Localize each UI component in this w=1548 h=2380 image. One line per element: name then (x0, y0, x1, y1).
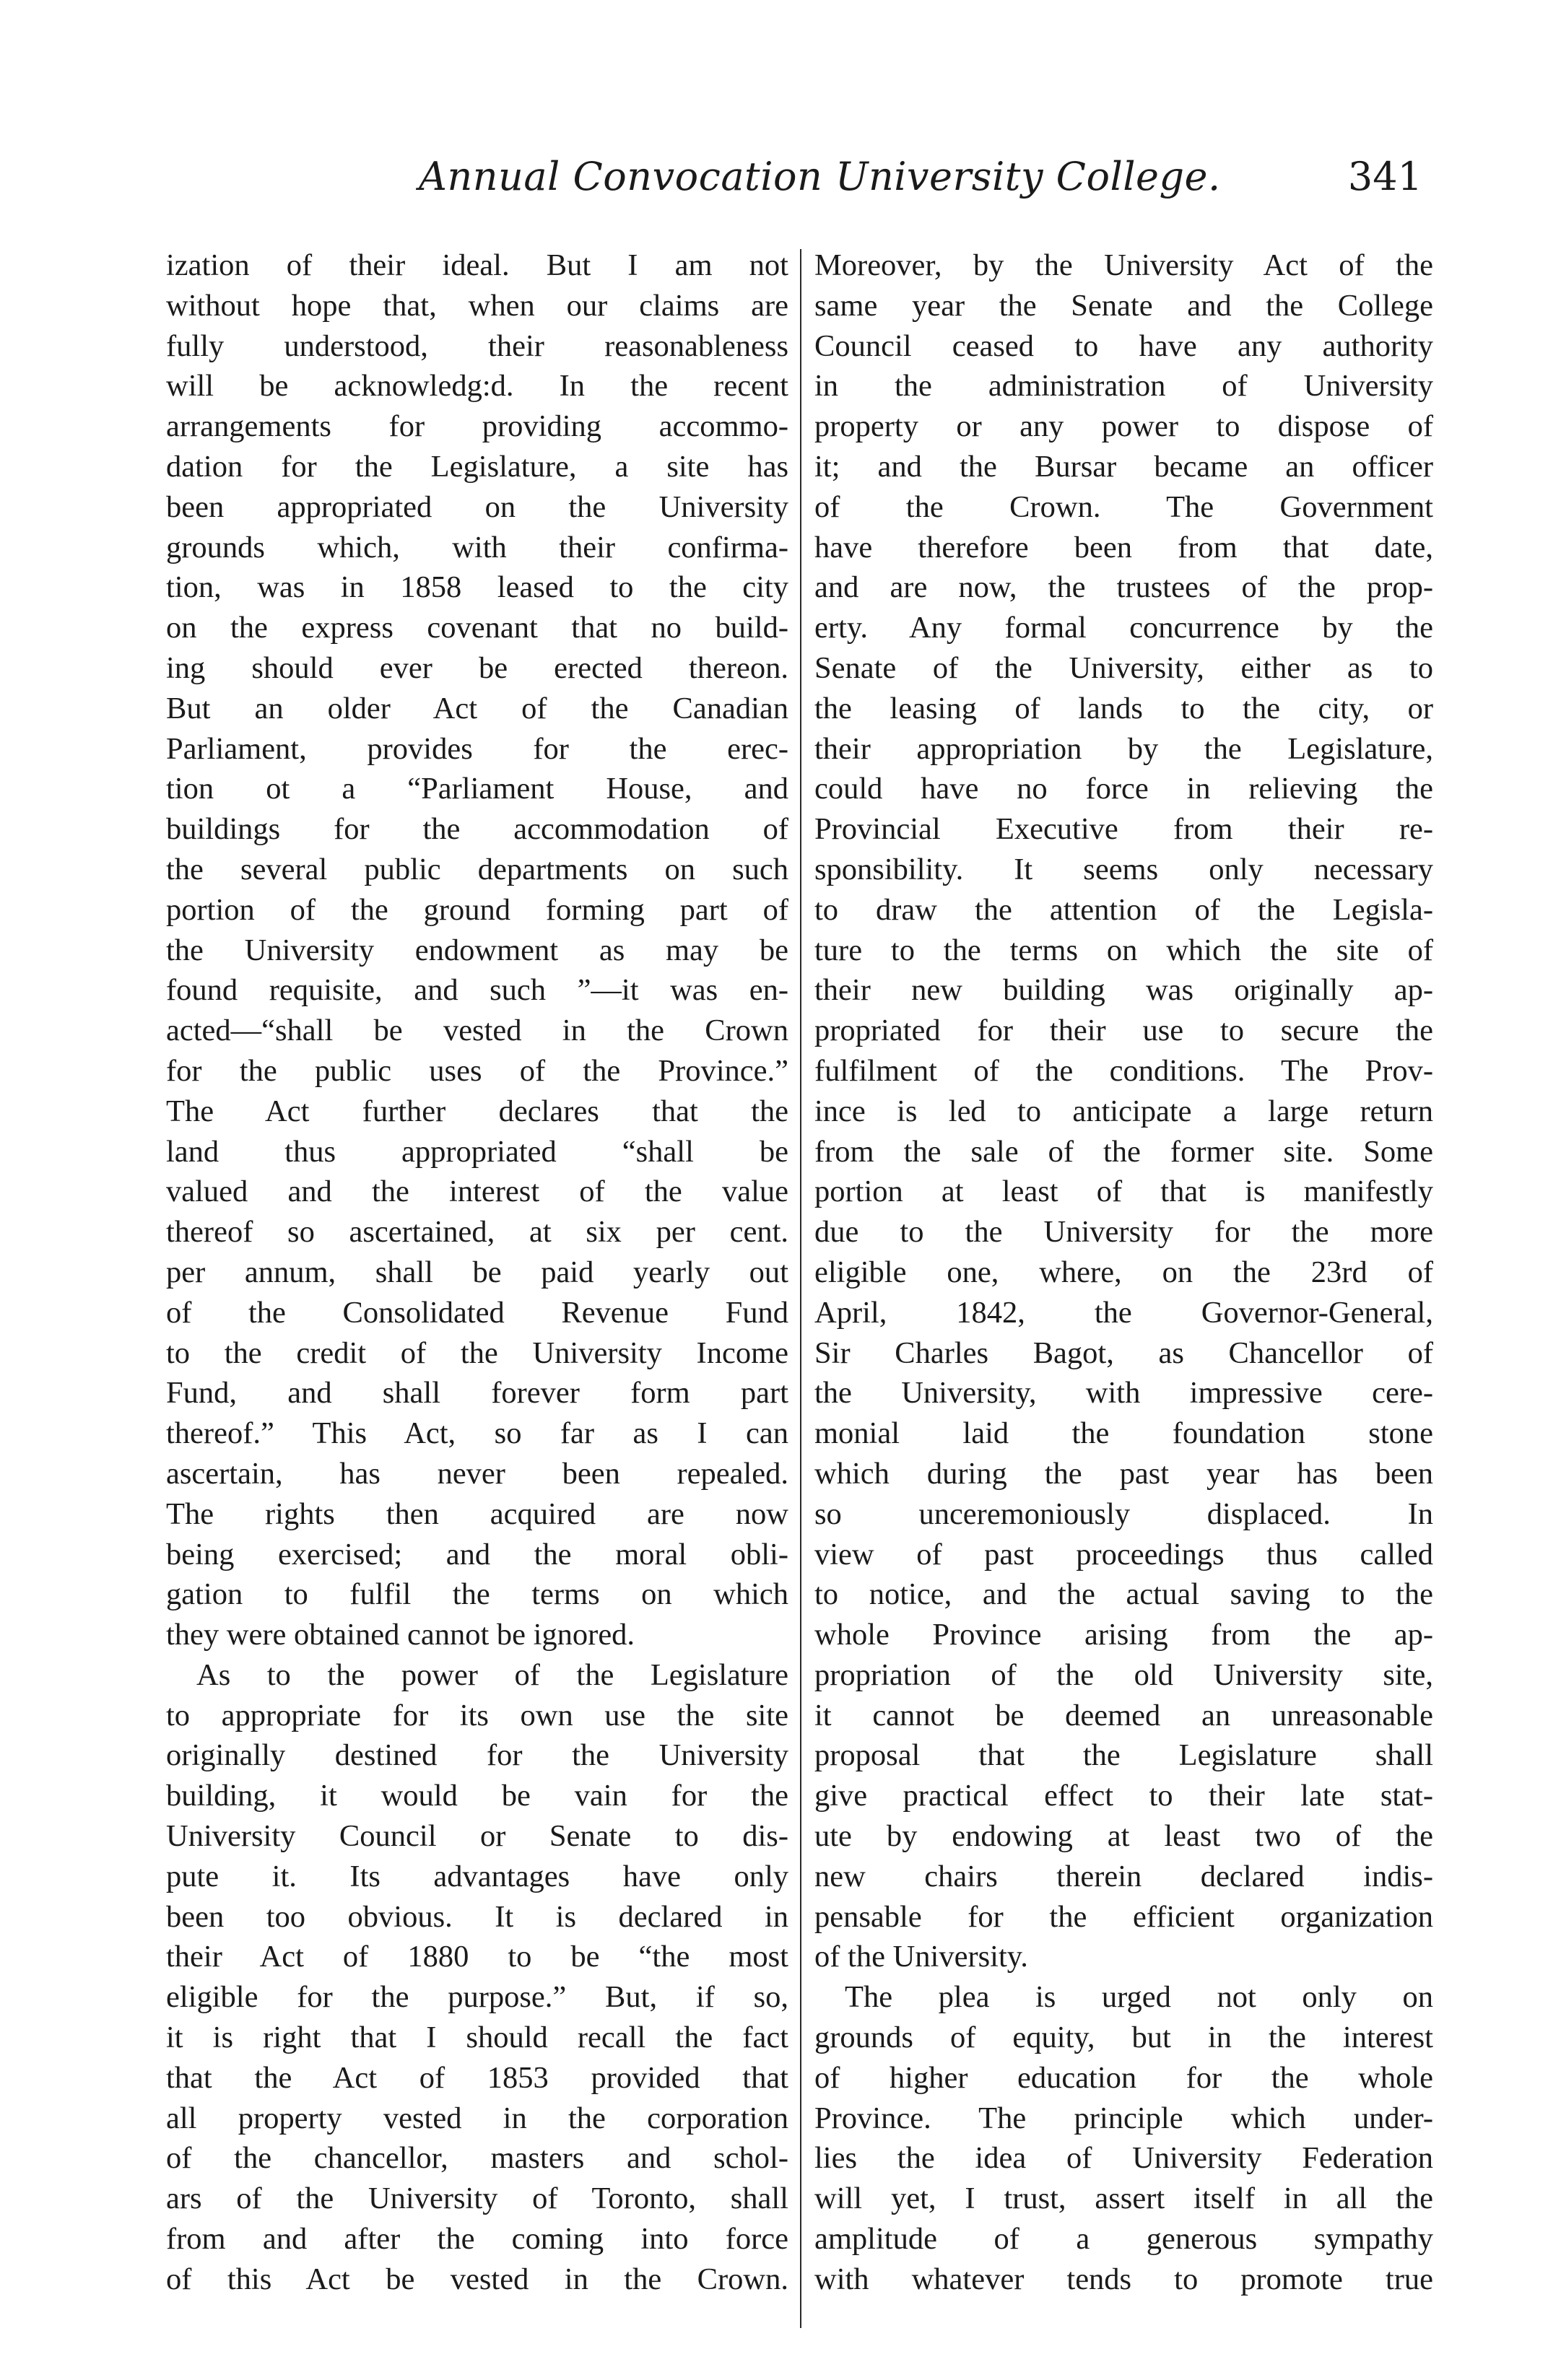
text-line: Fund, and shall forever form part (166, 1376, 788, 1411)
text-line: of the Consolidated Revenue Fund (166, 1295, 788, 1330)
text-line: land thus appropriated “shall be (166, 1134, 788, 1169)
text-line: in the administration of University (814, 369, 1433, 404)
text-line: pensable for the efficient organization (814, 1899, 1433, 1934)
text-line: the University, with impressive cere- (814, 1376, 1433, 1411)
text-line: they were obtained cannot be ignored. (166, 1618, 635, 1652)
text-line: of the chancellor, masters and schol- (166, 2141, 788, 2176)
text-line: eligible one, where, on the 23rd of (814, 1255, 1433, 1289)
text-line: and are now, the trustees of the prop- (814, 570, 1433, 605)
text-line: Senate of the University, either as to (814, 650, 1433, 685)
text-line: will yet, I trust, assert itself in all the (814, 2181, 1433, 2216)
text-line: fully understood, their reasonableness (166, 328, 788, 363)
text-line: it; and the Bursar became an officer (814, 449, 1433, 484)
text-line: new chairs therein declared indis- (814, 1859, 1433, 1893)
running-head (419, 152, 1422, 209)
text-line: eligible for the purpose.” But, if so, (166, 1980, 788, 2015)
text-line: dation for the Legislature, a site has (166, 449, 788, 484)
text-line: originally destined for the University (166, 1738, 788, 1773)
text-line: found requisite, and such ”—it was en- (166, 973, 788, 1008)
text-line: The Act further declares that the (166, 1094, 788, 1128)
text-line: which during the past year has been (814, 1456, 1433, 1491)
text-line: of this Act be vested in the Crown. (166, 2262, 788, 2296)
text-line: buildings for the accommodation of (166, 812, 788, 847)
text-line: erty. Any formal concurrence by the (814, 611, 1433, 645)
text-line: it cannot be deemed an unreasonable (814, 1698, 1433, 1732)
text-line: the several public departments on such (166, 852, 788, 886)
text-line: ture to the terms on which the site of (814, 933, 1433, 967)
text-line: of higher education for the whole (814, 2060, 1433, 2095)
text-line: being exercised; and the moral obli- (166, 1537, 788, 1572)
text-line: of the Crown. The Government (814, 489, 1433, 524)
text-line: from the sale of the former site. Some (814, 1134, 1433, 1169)
text-line: due to the University for the more (814, 1215, 1433, 1250)
text-line: have therefore been from that date, (814, 530, 1433, 565)
text-line: to appropriate for its own use the site (166, 1698, 788, 1732)
text-line: thereof.” This Act, so far as I can (166, 1416, 788, 1451)
text-line: on the express covenant that no build- (166, 611, 788, 645)
text-line: proposal that the Legislature shall (814, 1738, 1433, 1773)
page-number: 341 (1347, 154, 1422, 199)
text-line: it is right that I should recall the fact (166, 2021, 788, 2055)
running-title: Annual Convocation University College. (419, 154, 1221, 199)
text-line: ince is led to anticipate a large return (814, 1094, 1433, 1128)
text-line: pute it. Its advantages have only (166, 1859, 788, 1893)
text-line: monial laid the foundation stone (814, 1416, 1433, 1451)
text-line: portion of the ground forming part of (166, 892, 788, 927)
text-line: without hope that, when our claims are (166, 288, 788, 323)
text-line: lies the idea of University Federation (814, 2141, 1433, 2176)
right-text-column (814, 245, 1433, 2300)
text-line: grounds of equity, but in the interest (814, 2021, 1433, 2055)
left-text-column (166, 245, 788, 2300)
text-line: same year the Senate and the College (814, 288, 1433, 323)
text-line: could have no force in relieving the (814, 772, 1433, 806)
text-line: valued and the interest of the value (166, 1174, 788, 1209)
text-line: grounds which, with their confirma- (166, 530, 788, 565)
text-line: the University endowment as may be (166, 933, 788, 967)
text-line: propriated for their use to secure the (814, 1014, 1433, 1048)
text-line: to notice, and the actual saving to the (814, 1577, 1433, 1612)
text-line: Parliament, provides for the erec- (166, 731, 788, 766)
text-line: ute by endowing at least two of the (814, 1819, 1433, 1854)
text-line: propriation of the old University site, (814, 1657, 1433, 1692)
text-line: for the public uses of the Province.” (166, 1053, 788, 1088)
text-line: April, 1842, the Governor-General, (814, 1295, 1433, 1330)
text-line: from and after the coming into force (166, 2222, 788, 2257)
text-line: that the Act of 1853 provided that (166, 2060, 788, 2095)
text-line: of the University. (814, 1940, 1028, 1974)
text-line: ars of the University of Toronto, shall (166, 2181, 788, 2216)
text-line: thereof so ascertained, at six per cent. (166, 1215, 788, 1250)
text-line: their Act of 1880 to be “the most (166, 1940, 788, 1974)
text-line: will be acknowledg:d. In the recent (166, 369, 788, 404)
text-line: per annum, shall be paid yearly out (166, 1255, 788, 1289)
text-line: give practical effect to their late stat- (814, 1779, 1433, 1813)
text-line: University Council or Senate to dis- (166, 1819, 788, 1854)
text-line: building, it would be vain for the (166, 1779, 788, 1813)
text-line: been appropriated on the University (166, 489, 788, 524)
text-line: The rights then acquired are now (166, 1496, 788, 1531)
text-line: arrangements for providing accommo- (166, 409, 788, 444)
text-line: gation to fulfil the terms on which (166, 1577, 788, 1612)
text-line: whole Province arising from the ap- (814, 1618, 1433, 1652)
text-line: As to the power of the Legislature (196, 1657, 788, 1692)
column-divider (800, 249, 801, 2328)
text-line: with whatever tends to promote true (814, 2262, 1433, 2296)
text-line: their appropriation by the Legislature, (814, 731, 1433, 766)
text-line: acted—“shall be vested in the Crown (166, 1014, 788, 1048)
text-line: so unceremoniously displaced. In (814, 1496, 1433, 1531)
text-line: Council ceased to have any authority (814, 328, 1433, 363)
text-line: their new building was originally ap- (814, 973, 1433, 1008)
text-line: Moreover, by the University Act of the (814, 248, 1433, 282)
text-line: the leasing of lands to the city, or (814, 691, 1433, 725)
text-line: property or any power to dispose of (814, 409, 1433, 444)
text-line: tion, was in 1858 leased to the city (166, 570, 788, 605)
text-line: Sir Charles Bagot, as Chancellor of (814, 1335, 1433, 1370)
text-line: been too obvious. It is declared in (166, 1899, 788, 1934)
text-line: to the credit of the University Income (166, 1335, 788, 1370)
text-line: to draw the attention of the Legisla- (814, 892, 1433, 927)
text-line: But an older Act of the Canadian (166, 691, 788, 725)
text-line: ascertain, has never been repealed. (166, 1456, 788, 1491)
text-line: Province. The principle which under- (814, 2101, 1433, 2135)
text-line: sponsibility. It seems only necessary (814, 852, 1433, 886)
text-line: portion at least of that is manifestly (814, 1174, 1433, 1209)
text-line: Provincial Executive from their re- (814, 812, 1433, 847)
text-line: view of past proceedings thus called (814, 1537, 1433, 1572)
text-line: The plea is urged not only on (845, 1980, 1433, 2015)
text-line: ing should ever be erected thereon. (166, 650, 788, 685)
text-line: fulfilment of the conditions. The Prov- (814, 1053, 1433, 1088)
text-line: all property vested in the corporation (166, 2101, 788, 2135)
text-line: tion ot a “Parliament House, and (166, 772, 788, 806)
text-line: amplitude of a generous sympathy (814, 2222, 1433, 2257)
text-line: ization of their ideal. But I am not (166, 248, 788, 282)
